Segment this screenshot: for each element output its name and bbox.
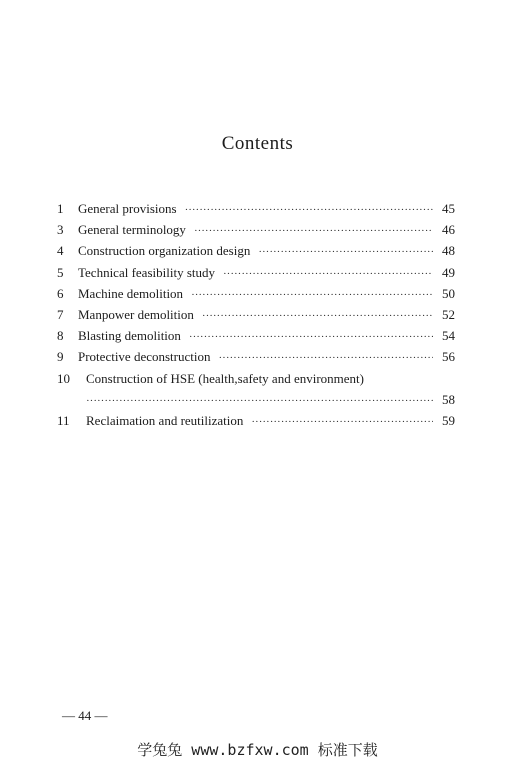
toc-entry-title[interactable]: Technical feasibility study [78, 264, 215, 280]
dot-leader [219, 348, 434, 369]
toc-entry-page: 52 [442, 306, 455, 322]
toc-entry-number: 7 [57, 306, 64, 322]
toc-entry[interactable] [57, 410, 455, 431]
toc-entry-title[interactable]: Manpower demolition [78, 306, 194, 322]
table-of-contents [57, 198, 455, 431]
toc-entry[interactable] [57, 240, 455, 261]
toc-entry[interactable] [57, 198, 455, 219]
toc-entry-page: 45 [442, 201, 455, 216]
toc-entry[interactable] [57, 325, 455, 346]
toc-entry[interactable] [57, 219, 455, 240]
toc-entry-title[interactable]: Blasting demolition [78, 328, 181, 344]
dot-leader [251, 412, 433, 433]
toc-entry-number: 6 [57, 285, 64, 301]
dot-leader [191, 285, 433, 306]
toc-entry-page: 54 [442, 328, 455, 344]
page-title: Contents [221, 133, 294, 154]
toc-entry-page: 59 [442, 412, 455, 428]
toc-entry-number: 5 [57, 264, 64, 280]
toc-entry-page: 48 [442, 243, 455, 259]
watermark-text: 学兔兔 www.bzfxw.com 标准下载 [137, 741, 378, 759]
toc-entry-page: 50 [442, 285, 455, 301]
toc-entry-number: 1 [57, 201, 64, 216]
dot-leader [258, 242, 433, 263]
toc-entry-title[interactable]: Construction organization design [78, 243, 251, 259]
toc-entry-number: 10 [57, 370, 70, 386]
dot-leader [194, 221, 433, 242]
toc-entry-page: 58 [442, 391, 455, 407]
toc-entry-number: 4 [57, 243, 64, 259]
toc-entry-number: 8 [57, 328, 64, 344]
toc-entry-page: 49 [442, 264, 455, 280]
toc-entry-title[interactable]: General terminology [78, 222, 186, 238]
toc-entry-number: 3 [57, 222, 64, 238]
dot-leader [189, 327, 433, 348]
toc-entry[interactable] [57, 346, 455, 367]
toc-entry-title[interactable]: Protective deconstruction [78, 349, 211, 365]
toc-entry[interactable] [57, 368, 455, 389]
dot-leader [202, 306, 433, 327]
toc-entry-page: 56 [442, 349, 455, 365]
toc-entry-title[interactable]: Construction of HSE (health,safety and environment) [86, 370, 364, 386]
toc-entry[interactable] [57, 304, 455, 325]
toc-entry-page: 46 [442, 222, 455, 238]
toc-entry[interactable] [57, 262, 455, 283]
toc-entry-title[interactable]: Reclaimation and reutilization [86, 412, 244, 428]
toc-entry-title[interactable]: Machine demolition [78, 285, 184, 301]
dot-leader [185, 200, 433, 221]
toc-entry-continuation[interactable] [57, 389, 455, 410]
toc-entry-number: 9 [57, 349, 64, 365]
dot-leader [86, 391, 433, 412]
toc-entry-number: 11 [57, 412, 70, 428]
page-number: — 44 — [62, 708, 108, 723]
toc-entry-title[interactable]: General provisions [78, 201, 177, 216]
toc-entry[interactable] [57, 283, 455, 304]
dot-leader [223, 264, 433, 285]
